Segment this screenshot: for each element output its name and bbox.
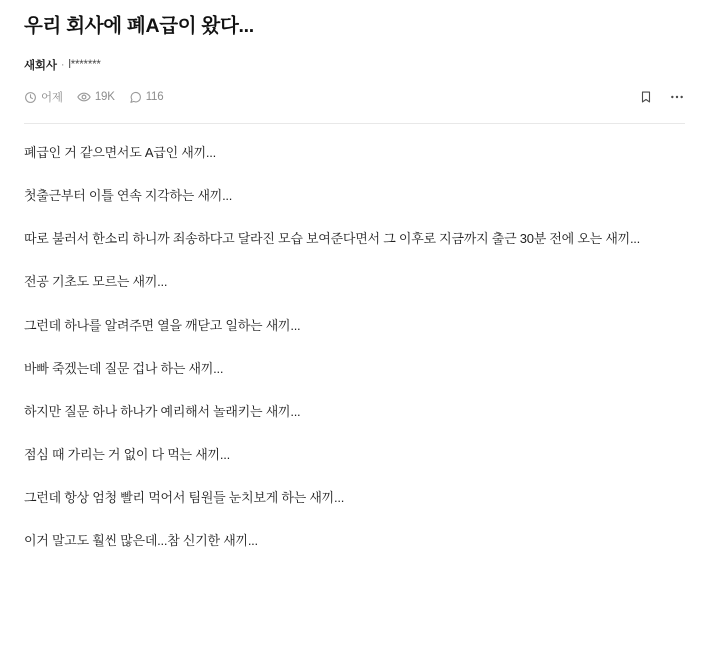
post-paragraph: 하지만 질문 하나 하나가 예리해서 놀래키는 새끼... — [24, 403, 301, 419]
post-paragraph: 전공 기초도 모르는 새끼... — [24, 274, 168, 290]
more-horizontal-icon[interactable] — [669, 89, 685, 105]
post-body — [24, 124, 685, 550]
byline-separator: · — [60, 59, 65, 72]
post-paragraph: 첫출근부터 이틀 연속 지각하는 새끼... — [24, 188, 233, 204]
post-paragraph: 그런데 하나를 알려주면 열을 깨닫고 일하는 새끼... — [24, 317, 301, 333]
post-paragraph: 폐급인 거 같으면서도 A급인 새끼... — [24, 145, 216, 161]
post-views — [77, 90, 115, 104]
post-actions — [639, 89, 685, 105]
comment-icon — [129, 91, 142, 104]
post-time — [24, 89, 63, 105]
post-comments[interactable] — [129, 91, 164, 104]
eye-icon — [77, 90, 91, 104]
board-name[interactable]: 새회사 — [24, 60, 57, 73]
page-title: 우리 회사에 폐A급이 왔다... — [24, 15, 254, 37]
post-views-count: 19K — [94, 91, 115, 104]
post-paragraph: 점심 때 가리는 거 없이 다 먹는 새끼... — [24, 446, 230, 462]
post-paragraph: 바빠 죽겠는데 질문 겁나 하는 새끼... — [24, 360, 224, 376]
byline — [24, 57, 685, 73]
bookmark-icon[interactable] — [639, 89, 653, 105]
author-name: l******* — [68, 59, 101, 72]
post-time-label: 어제 — [41, 92, 63, 105]
post-paragraph: 이거 말고도 훨씬 많은데...참 신기한 새끼... — [24, 532, 258, 548]
post-paragraph: 그런데 항상 엄청 빨리 먹어서 팀원들 눈치보게 하는 새끼... — [24, 489, 345, 505]
post-meta-stats — [24, 89, 163, 105]
post-comments-count: 116 — [145, 91, 164, 104]
post-meta-row — [24, 85, 685, 109]
post-paragraph: 따로 불러서 한소리 하니까 죄송하다고 달라진 모습 보여준다면서 그 이후로 지금까지 출근 30분 전에 오는 새끼... — [24, 231, 641, 247]
clock-icon — [24, 91, 37, 104]
